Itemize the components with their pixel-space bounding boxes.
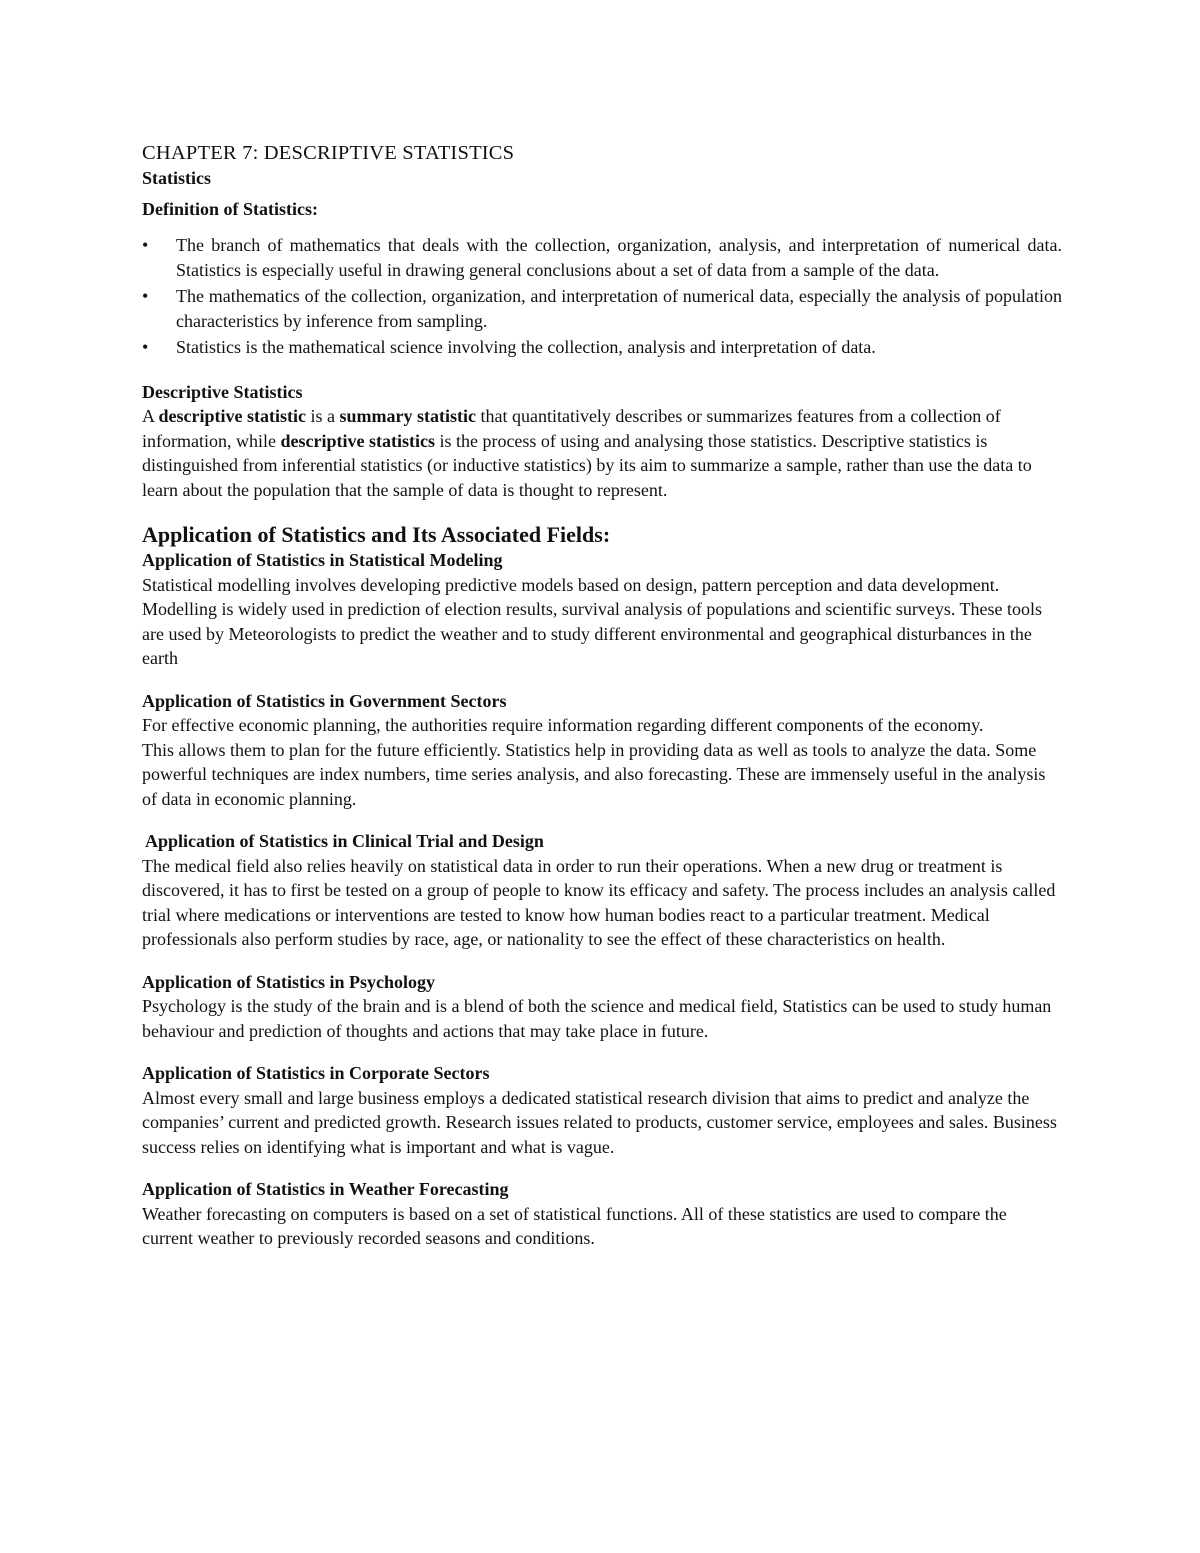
clinical-text: The medical field also relies heavily on statistical data in order to run their operations. When a new drug or treatment is discovered, it has to first be tested on a group of people to know its efficacy and safety. The process includes an analysis called trial where medications or interventions are tested to know how human bodies react to a particular treatment. Medical professionals also perform studies by race, age, or nationality to see the effect of these characteristics on health. [142, 855, 1056, 949]
corporate-text: Almost every small and large business employs a dedicated statistical research division that aims to predict and analyze the companies’ current and predicted growth. Research issues related to products, customer service, employees and sales. Business success relies on identifying what is important and what is vague. [142, 1087, 1057, 1157]
list-item [142, 233, 1062, 282]
definition-text: The branch of mathematics that deals with the collection, organization, analysis, and interpretation of numerical data. Statistics is especially useful in drawing general conclusions about a set of data from a sample of the data. [176, 235, 1062, 280]
clinical-heading: Application of Statistics in Clinical Trial and Design [145, 831, 544, 851]
psychology-heading: Application of Statistics in Psychology [142, 971, 436, 992]
term-descriptive-statistics: descriptive statistics [280, 430, 435, 451]
modeling-text: Statistical modelling involves developing predictive models based on design, pattern perception and data development. Modelling is widely used in prediction of election results, survival analysis of populations and scientific surveys. These tools are used by Meteorologists to predict the weather and to study different environmental and geographical disturbances in the earth [142, 574, 1043, 668]
spacer [142, 362, 1062, 380]
spacer [142, 1043, 1062, 1061]
list-item [142, 284, 1062, 333]
bullet-icon: • [142, 235, 149, 255]
spacer [142, 952, 1062, 970]
government-heading: Application of Statistics in Government Sectors [142, 690, 507, 711]
text-run: is the process of using and analysing those statistics. Descriptive statistics is distinguished from inferential statistics (or inductive statistics) by its aim to summarize a sample, rather than use the data to learn about the population that the sample of data is thought to represent. [142, 430, 1032, 500]
bullet-icon: • [142, 286, 149, 306]
government-text-2: This allows them to plan for the future efficiently. Statistics help in providing data as well as tools to analyze the data. Some powerful techniques are index numbers, time series analysis, and also forecasting. These are immensely useful in the analysis of data in economic planning. [142, 739, 1046, 809]
definition-text: Statistics is the mathematical science involving the collection, analysis and interpretation of data. [176, 337, 876, 357]
term-summary-statistic: summary statistic [339, 406, 476, 426]
definition-list [142, 233, 1062, 360]
document-page [142, 140, 1062, 1251]
government-text-1: For effective economic planning, the authorities require information regarding different components of the economy. [142, 715, 984, 735]
modeling-heading: Application of Statistics in Statistical Modeling [142, 550, 503, 570]
spacer [142, 1159, 1062, 1177]
text-run: A [142, 406, 159, 426]
term-descriptive-statistic: descriptive statistic [158, 406, 306, 426]
weather-text: Weather forecasting on computers is based on a set of statistical functions. All of these statistics are used to compare the current weather to previously recorded seasons and conditions. [142, 1203, 1007, 1248]
spacer [142, 502, 1062, 520]
definition-heading: Definition of Statistics: [142, 198, 318, 219]
descriptive-paragraph [142, 404, 1062, 502]
chapter-title: CHAPTER 7: DESCRIPTIVE STATISTICS [142, 142, 515, 164]
spacer [142, 671, 1062, 689]
psychology-text: Psychology is the study of the brain and is a blend of both the science and medical field, Statistics can be used to study human behaviour and prediction of thoughts and actions that may take place in future. [142, 996, 1052, 1041]
bullet-icon: • [142, 337, 149, 357]
text-run: that quantitatively describes or summarizes features from a collection of information, while [142, 406, 1001, 451]
weather-heading: Application of Statistics in Weather Forecasting [142, 1179, 509, 1199]
spacer [142, 811, 1062, 829]
list-item [142, 335, 1062, 360]
corporate-heading: Application of Statistics in Corporate Sectors [142, 1063, 490, 1083]
statistics-heading: Statistics [142, 168, 211, 188]
descriptive-heading: Descriptive Statistics [142, 381, 303, 402]
text-run: is a [305, 406, 340, 426]
definition-text: The mathematics of the collection, organization, and interpretation of numerical data, especially the analysis of population characteristics by inference from sampling. [176, 286, 1062, 331]
applications-title: Application of Statistics and Its Associated Fields: [142, 522, 611, 547]
